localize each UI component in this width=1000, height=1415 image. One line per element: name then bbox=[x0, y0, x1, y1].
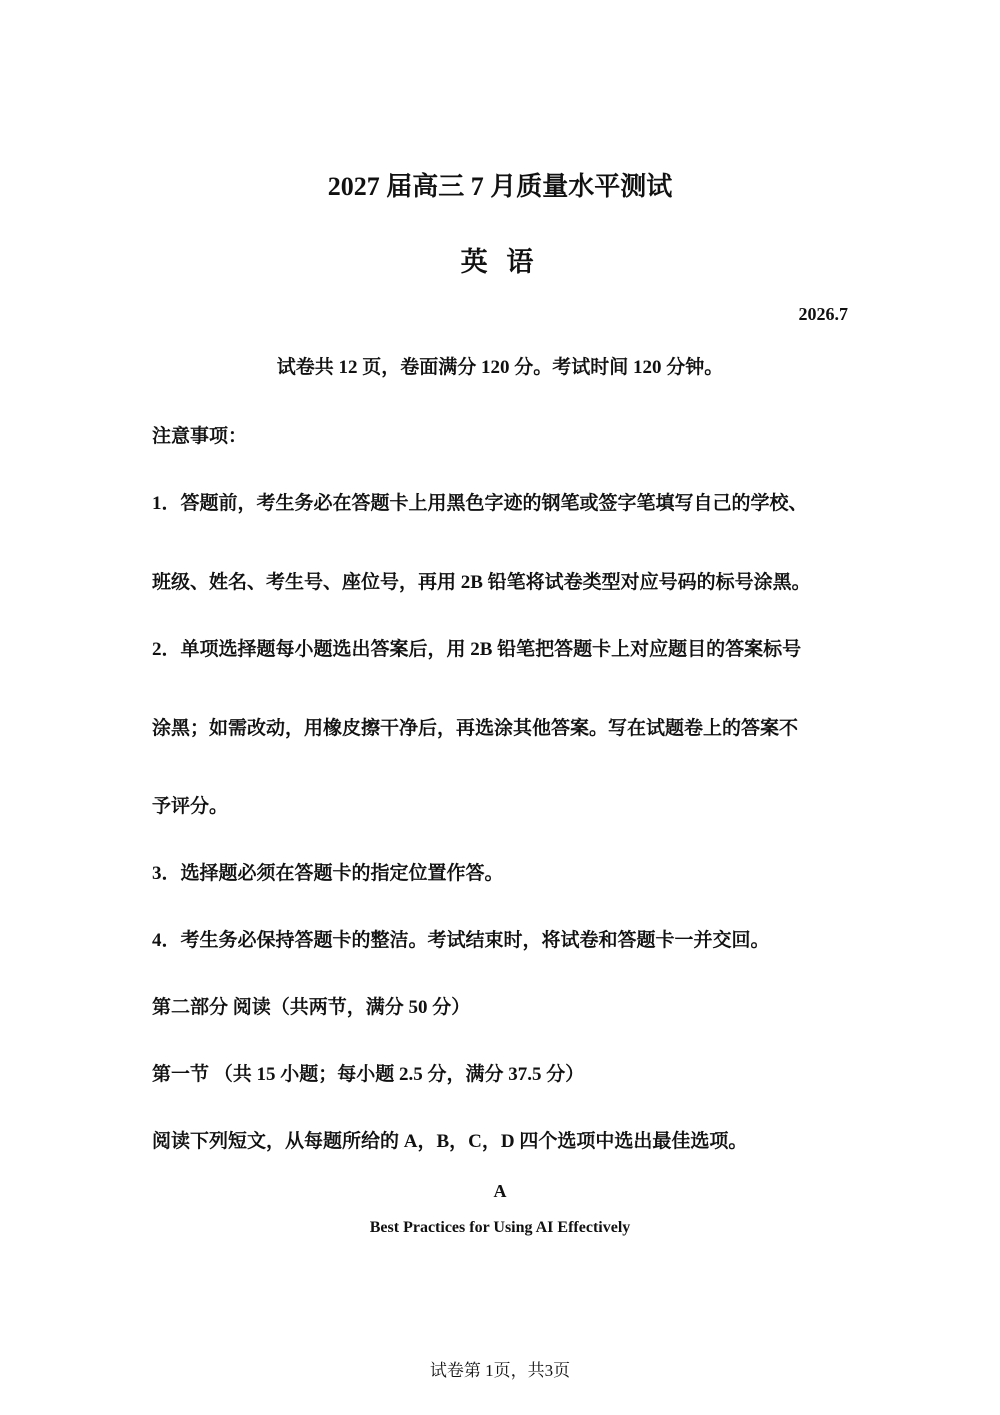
notice-line-6: 3．选择题必须在答题卡的指定位置作答。 bbox=[152, 863, 504, 884]
exam-date: 2026.7 bbox=[798, 304, 848, 324]
exam-info: 试卷共 12 页，卷面满分 120 分。考试时间 120 分钟。 bbox=[276, 357, 724, 378]
subject-title: 英 语 bbox=[460, 247, 540, 277]
reading-instruction: 阅读下列短文，从每题所给的 A，B，C，D 四个选项中选出最佳选项。 bbox=[152, 1131, 748, 1152]
passage-title: Best Practices for Using AI Effectively bbox=[369, 1219, 631, 1236]
passage-letter: A bbox=[493, 1181, 507, 1201]
notice-line-5: 予评分。 bbox=[152, 796, 229, 817]
exam-title: 2027 届高三 7 月质量水平测试 bbox=[327, 172, 673, 201]
notice-line-1: 1．答题前，考生务必在答题卡上用黑色字迹的钢笔或签字笔填写自己的学校、 bbox=[152, 493, 808, 514]
page-footer: 试卷第 1页，共3页 bbox=[429, 1361, 571, 1380]
notice-line-7: 4．考生务必保持答题卡的整洁。考试结束时，将试卷和答题卡一并交回。 bbox=[152, 930, 770, 951]
notice-line-2: 班级、姓名、考生号、座位号，再用 2B 铅笔将试卷类型对应号码的标号涂黑。 bbox=[152, 572, 811, 593]
part-heading: 第二部分 阅读（共两节，满分 50 分） bbox=[152, 997, 471, 1018]
notice-line-3: 2．单项选择题每小题选出答案后，用 2B 铅笔把答题卡上对应题目的答案标号 bbox=[152, 639, 802, 660]
notice-heading: 注意事项： bbox=[152, 426, 248, 447]
notice-line-4: 涂黑；如需改动，用橡皮擦干净后，再选涂其他答案。写在试题卷上的答案不 bbox=[152, 718, 799, 739]
subsection-heading: 第一节 （共 15 小题；每小题 2.5 分，满分 37.5 分） bbox=[152, 1064, 585, 1085]
